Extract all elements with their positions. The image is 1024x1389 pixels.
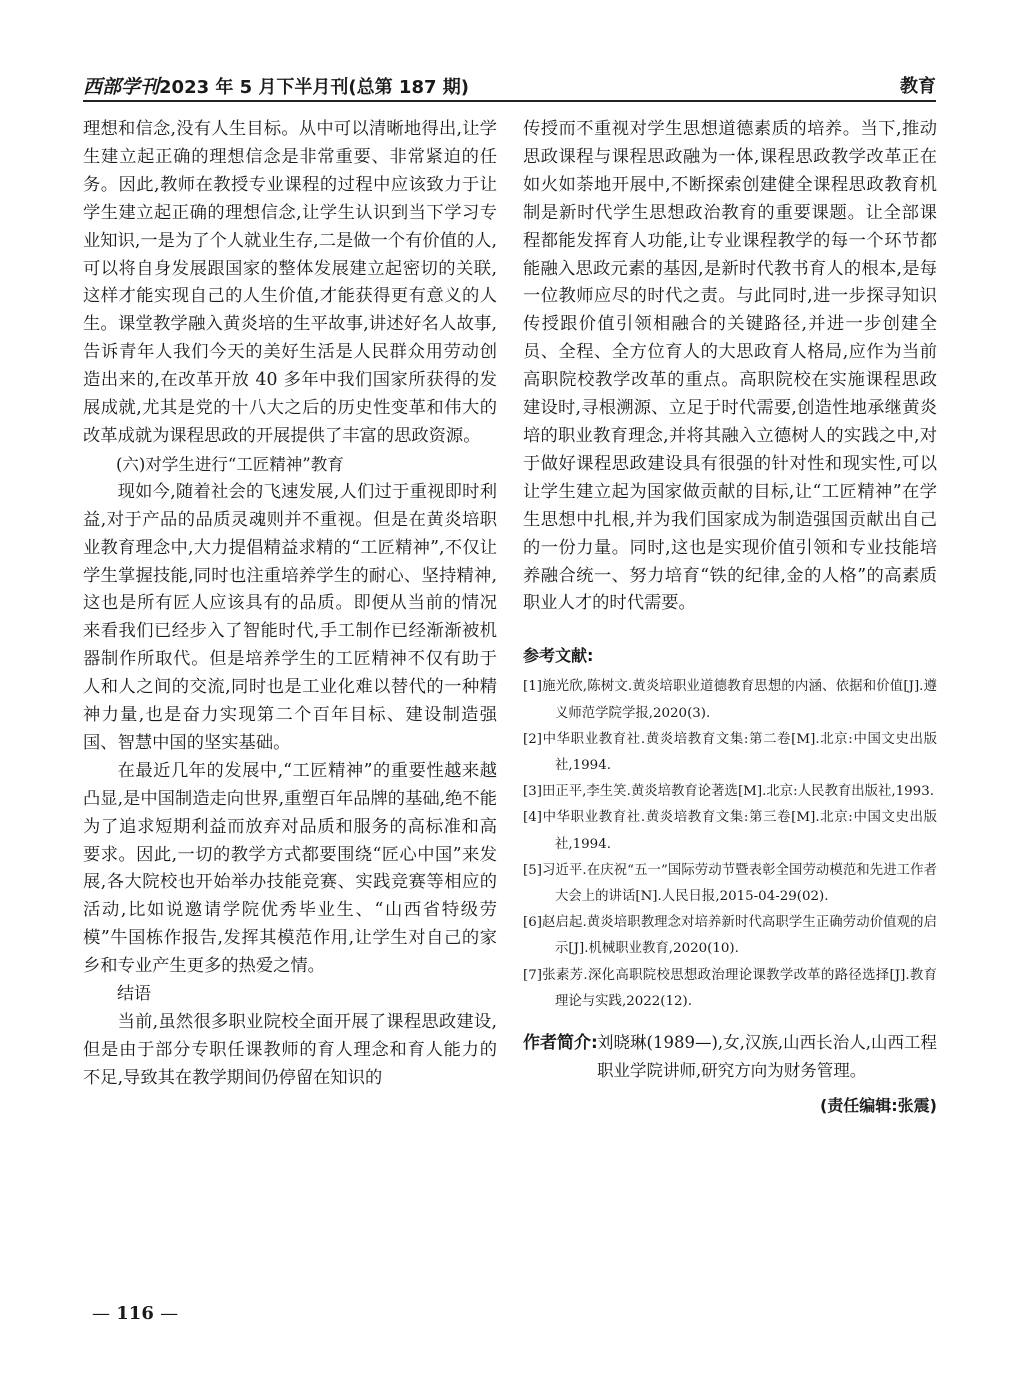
reference-item: [6]赵启起.黄炎培职教理念对培养新时代高职学生正确劳动价值观的启示[J].机械职业教育,2020(10). <box>523 915 937 957</box>
running-header <box>83 70 936 102</box>
body-paragraph: 当前,虽然很多职业院校全面开展了课程思政建设,但是由于部分专职任课教师的育人理念和育人能力的不足,导致其在教学期间仍停留在知识的 <box>83 1012 497 1088</box>
author-bio <box>523 1029 937 1085</box>
conclusion-heading: 结语 <box>117 984 151 1005</box>
body-paragraph: 现如今,随着社会的飞速发展,人们过于重视即时利益,对于产品的品质灵魂则并不重视。但是在黄炎培职业教育理念中,大力提倡精益求精的“工匠精神”,不仅让学生掌握技能,同时也注重培养学生的耐心、坚持精神,这也是所有匠人应该具有的品质。即便从当前的情况来看我们已经步入了智能时代,手工制作已经渐渐被机器制作所取代。但是培养学生的工匠精神不仅有助于人和人之间的交流,同时也是工业化难以替代的一种精神力量,也是奋力实现第二个百年目标、建设制造强国、智慧中国的坚实基础。 <box>83 481 497 753</box>
section-heading: (六)对学生进行“工匠精神”教育 <box>116 454 344 474</box>
issue-info: 2023 年 5 月下半月刊(总第 187 期) <box>159 77 469 98</box>
right-column <box>523 116 937 1119</box>
body-paragraph: 在最近几年的发展中,“工匠精神”的重要性越来越凸显,是中国制造走向世界,重塑百年品牌的基础,绝不能为了追求短期利益而放弃对品质和服务的高标准和高要求。因此,一切的教学方式都要围绕“匠心中国”来发展,各大院校也开始举办技能竞赛、实践竞赛等相应的活动,比如说邀请学院优秀毕业生、“山西省特级劳模”牛国栋作报告,发挥其模范作用,让学生对自己的家乡和专业产生更多的热爱之情。 <box>83 760 497 977</box>
folio-dash-right: — <box>160 1303 179 1324</box>
reference-item: [2]中华职业教育社.黄炎培教育文集:第二卷[M].北京:中国文史出版社,1994. <box>523 731 937 773</box>
responsible-editor: (责任编辑:张震) <box>819 1095 937 1115</box>
page-folio <box>92 1303 178 1324</box>
reference-list <box>523 674 937 1015</box>
reference-item: [1]施光欣,陈树文.黄炎培职业道德教育思想的内涵、依据和价值[J].遵义师范学院学报,2020(3). <box>523 679 937 721</box>
reference-item: [7]张素芳.深化高职院校思想政治理论课教学改革的路径选择[J].教育理论与实践,2022(12). <box>523 967 937 1009</box>
references-title: 参考文献: <box>523 646 594 666</box>
left-column <box>83 116 497 1093</box>
header-journal-issue <box>83 72 469 99</box>
author-bio-label: 作者简介: <box>523 1032 598 1053</box>
page-number: 116 <box>116 1303 154 1324</box>
body-paragraph: 传授而不重视对学生思想道德素质的培养。当下,推动思政课程与课程思政融为一体,课程思政教学改革正在如火如荼地开展中,不断探索创建健全课程思政教育机制是新时代学生思想政治教育的重要课题。让全部课程都能发挥育人功能,让专业课程教学的每一个环节都能融入思政元素的基因,是新时代教书育人的根本,是每一位教师应尽的时代之责。与此同时,进一步探寻知识传授跟价值引领相融合的关键路径,并进一步创建全员、全程、全方位育人的大思政育人格局,应作为当前高职院校教学改革的重点。高职院校在实施课程思政建设时,寻根溯源、立足于时代需要,创造性地承继黄炎培的职业教育理念,并将其融入立德树人的实践之中,对于做好课程思政建设具有很强的针对性和现实性,可以让学生建立起为国家做贡献的目标,让“工匠精神”在学生思想中扎根,并为我们国家成为制造强国贡献出自己的一份力量。同时,这也是实现价值引领和专业技能培养融合统一、努力培育“铁的纪律,金的人格”的高素质职业人才的时代需要。 <box>523 119 937 614</box>
reference-item: [4]中华职业教育社.黄炎培教育文集:第三卷[M].北京:中国文史出版社,1994. <box>523 810 937 852</box>
reference-item: [5]习近平.在庆祝“五一”国际劳动节暨表彰全国劳动模范和先进工作者大会上的讲话[N].人民日报,2015-04-29(02). <box>523 862 937 904</box>
reference-item: [3]田正平,李生笑.黄炎培教育论著选[M].北京:人民教育出版社,1993. <box>523 784 934 800</box>
folio-dash-left: — <box>92 1303 110 1324</box>
section-label: 教育 <box>900 76 936 97</box>
journal-logo: 西部学刊 <box>83 76 160 98</box>
author-bio-text: 刘晓琳(1989—),女,汉族,山西长治人,山西工程职业学院讲师,研究方向为财务管理。 <box>597 1032 937 1080</box>
body-paragraph: 理想和信念,没有人生目标。从中可以清晰地得出,让学生建立起正确的理想信念是非常重要、非常紧迫的任务。因此,教师在教授专业课程的过程中应该致力于让学生建立起正确的理想信念,让学生认识到当下学习专业知识,一是为了个人就业生存,二是做一个有价值的人,可以将自身发展跟国家的整体发展建立起密切的关联,这样才能实现自己的人生价值,才能获得更有意义的人生。课堂教学融入黄炎培的生平故事,讲述好名人故事,告诉青年人我们今天的美好生活是人民群众用劳动创造出来的,在改革开放 40 多年中我们国家所获得的发展成就,尤其是党的十八大之后的历史性变革和伟大的改革成就为课程思政的开展提供了丰富的思政资源。 <box>83 119 497 446</box>
